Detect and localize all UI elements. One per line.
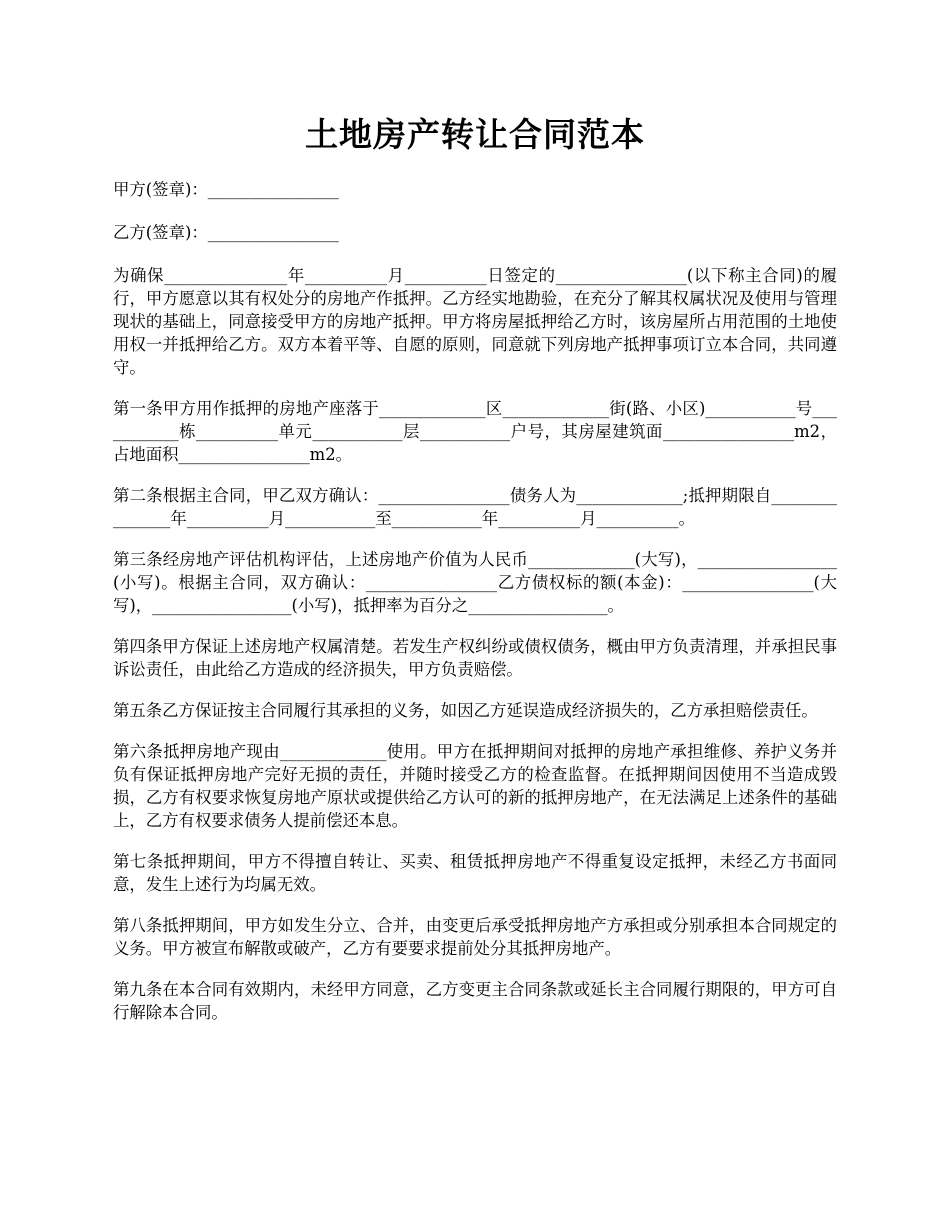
party-b-signature-line: 乙方(签章)：________________ <box>113 223 339 242</box>
preamble-paragraph: 为确保_______________年__________月__________日签定的________________(以下称主合同)的履行，甲方愿意以其有权处分的房地产作抵押。乙方经实地勘验，在充分了解其权属状况及使用与管理现状的基础上，同意接受甲方的房地产抵押。甲方将房屋抵押给乙方时，该房屋所占用范围的土地使用权一并抵押给乙方。双方本着平等、自愿的原则，同意就下列房地产抵押事项订立本合同，共同遵守。 <box>113 266 837 377</box>
article-6-paragraph: 第六条抵押房地产现由_____________使用。甲方在抵押期间对抵押的房地产承担维修、养护义务并负有保证抵押房地产完好无损的责任，并随时接受乙方的检查监督。在抵押期间因使用不当造成毁损，乙方有权要求恢复房地产原状或提供给乙方认可的新的抵押房地产，在无法满足上述条件的基础上，乙方有权要求债务人提前偿还本息。 <box>113 742 837 830</box>
article-9-paragraph: 第九条在本合同有效期内，未经甲方同意，乙方变更主合同条款或延长主合同履行期限的，甲方可自行解除本合同。 <box>113 980 837 1022</box>
document-body <box>113 178 837 1042</box>
article-4-paragraph: 第四条甲方保证上述房地产权属清楚。若发生产权纠纷或债权债务，概由甲方负责清理，并承担民事诉讼责任，由此给乙方造成的经济损失，甲方负责赔偿。 <box>113 637 837 679</box>
article-3-paragraph: 第三条经房地产评估机构评估，上述房地产价值为人民币_____________(大写)，_________________(小写)。根据主合同，双方确认：________________乙方债权标的额(本金)：________________(大写)，_________________(小写)，抵押率为百分之_________________。 <box>113 550 837 615</box>
article-7-paragraph: 第七条抵押期间，甲方不得擅自转让、买卖、租赁抵押房地产不得重复设定抵押，未经乙方书面同意，发生上述行为均属无效。 <box>113 852 837 894</box>
article-8-paragraph: 第八条抵押期间，甲方如发生分立、合并，由变更后承受抵押房地产方承担或分别承担本合同规定的义务。甲方被宣布解散或破产，乙方有要要求提前处分其抵押房地产。 <box>113 916 837 958</box>
article-5-paragraph: 第五条乙方保证按主合同履行其承担的义务，如因乙方延误造成经济损失的，乙方承担赔偿责任。 <box>113 701 818 720</box>
document-title: 土地房产转让合同范本 <box>305 115 645 154</box>
article-1-paragraph: 第一条甲方用作抵押的房地产座落于_____________区_____________街(路、小区)___________号___________栋__________单元___________层___________户号，其房屋建筑面________________m2，占地面积________________m2。 <box>113 399 837 464</box>
party-a-signature-line: 甲方(签章)：________________ <box>113 180 339 199</box>
article-2-paragraph: 第二条根据主合同，甲乙双方确认：________________债务人为_____________;抵押期限自_______________年__________月___________至___________年__________月__________。 <box>113 486 837 528</box>
